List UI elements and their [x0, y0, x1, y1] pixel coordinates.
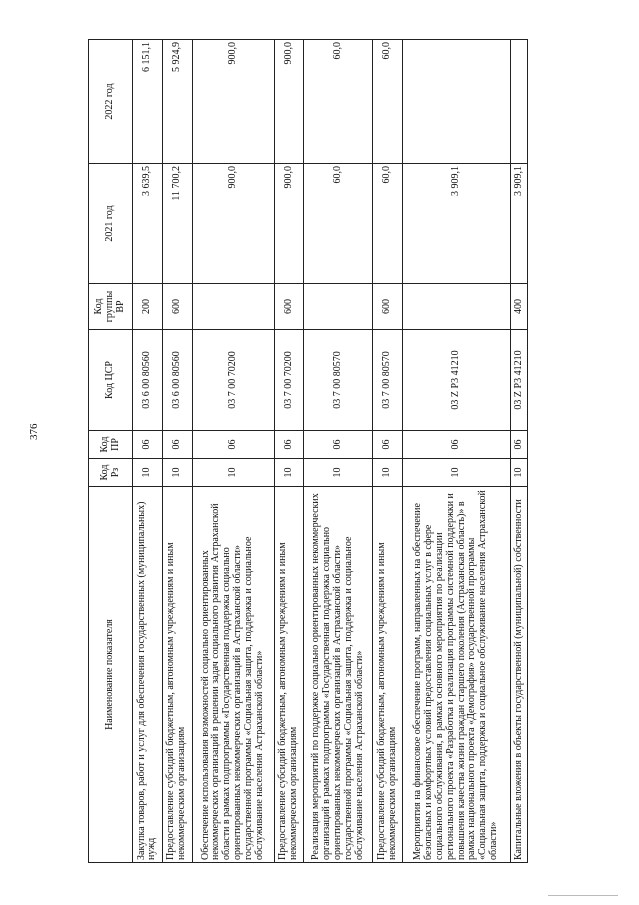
- row-code-rz: 10: [373, 459, 403, 487]
- row-code-csr: 03 6 00 80560: [133, 330, 163, 431]
- row-code-vr: 600: [274, 284, 304, 330]
- row-value-2021: 900,0: [192, 164, 274, 284]
- header-year-2022: 2022 год: [89, 40, 133, 164]
- row-value-2022: 60,0: [373, 40, 403, 164]
- row-value-2021: 3 909,1: [403, 164, 511, 284]
- row-code-pr: 06: [304, 431, 373, 459]
- row-code-pr: 06: [373, 431, 403, 459]
- header-code-pr: Код ПР: [89, 431, 133, 459]
- row-name: Капитальные вложения в объекты государственной (муниципальной) собственности: [511, 487, 528, 863]
- header-code-vr: Код группы ВР: [89, 284, 133, 330]
- row-name: Предоставление субсидий бюджетным, автономным учреждениям и иным некоммерческим организациям: [274, 487, 304, 863]
- row-value-2022: [511, 40, 528, 164]
- row-code-vr: 400: [511, 284, 528, 330]
- row-code-vr: 600: [162, 284, 192, 330]
- row-code-pr: 06: [511, 431, 528, 459]
- row-code-csr: 03 Z P3 41210: [511, 330, 528, 431]
- header-indicator-name: Наименование показателя: [89, 487, 133, 863]
- table-row: [192, 40, 274, 863]
- row-value-2022: 5 924,9: [162, 40, 192, 164]
- row-code-vr: [192, 284, 274, 330]
- row-code-rz: 10: [162, 459, 192, 487]
- row-code-pr: 06: [133, 431, 163, 459]
- row-code-vr: 600: [373, 284, 403, 330]
- row-code-vr: [304, 284, 373, 330]
- table-row: [403, 40, 511, 863]
- header-year-2021: 2021 год: [89, 164, 133, 284]
- row-code-rz: 10: [274, 459, 304, 487]
- table-row: [274, 40, 304, 863]
- row-code-csr: 03 Z P3 41210: [403, 330, 511, 431]
- row-name: Мероприятия на финансовое обеспечение программ, направленных на обеспечение безопасных и комфортных условий предоставления социальных услуг в сфере социального обслуживания, в рамках основного мероприятия по реализации регионального проекта «Разработка и реализация программы системной поддержки и повышения качества жизни граждан старшего поколения (Астраханская область)» в рамках национального проекта «Демография» государственной программы «Социальная защита, поддержка и социальное обслуживание населения Астраханской области»: [403, 487, 511, 863]
- table-row: [133, 40, 163, 863]
- page-number: 376: [28, 423, 40, 440]
- row-name: Предоставление субсидий бюджетным, автономным учреждениям и иным некоммерческим организациям: [162, 487, 192, 863]
- row-code-csr: 03 7 00 80570: [373, 330, 403, 431]
- row-value-2021: 60,0: [373, 164, 403, 284]
- row-value-2021: 3 909,1: [511, 164, 528, 284]
- budget-table: [88, 39, 528, 863]
- row-value-2022: 900,0: [192, 40, 274, 164]
- row-code-csr: 03 7 00 70200: [192, 330, 274, 431]
- row-code-rz: 10: [511, 459, 528, 487]
- header-code-rz: Код Рз: [89, 459, 133, 487]
- row-code-vr: [403, 284, 511, 330]
- table-header-row: [89, 40, 133, 863]
- row-name: Реализация мероприятий по поддержке социально ориентированных некоммерческих организаций в рамках подпрограммы «Государственная поддержка социально ориентированных некоммерческих организаций в Астраханской области» государственной программы «Социальная защита, поддержка и социальное обслуживание населения Астраханской области»: [304, 487, 373, 863]
- row-name: Обеспечение использования возможностей социально ориентированных некоммерческих организаций в решении задач социального развития Астраханской области в рамках подпрограммы «Государственная поддержка социально ориентированных некоммерческих организаций в Астраханской области» государственной программы «Социальная защита, поддержка и социальное обслуживание населения Астраханской области»: [192, 487, 274, 863]
- row-code-rz: 10: [403, 459, 511, 487]
- row-value-2021: 11 700,2: [162, 164, 192, 284]
- row-code-rz: 10: [133, 459, 163, 487]
- row-value-2022: 900,0: [274, 40, 304, 164]
- row-name: Предоставление субсидий бюджетным, автономным учреждениям и иным некоммерческим организациям: [373, 487, 403, 863]
- row-code-pr: 06: [274, 431, 304, 459]
- row-code-pr: 06: [192, 431, 274, 459]
- row-code-rz: 10: [192, 459, 274, 487]
- row-code-pr: 06: [403, 431, 511, 459]
- row-value-2021: 3 639,5: [133, 164, 163, 284]
- table-row: [162, 40, 192, 863]
- rotated-table-wrapper: [88, 40, 528, 863]
- row-code-vr: 200: [133, 284, 163, 330]
- row-value-2022: 60,0: [304, 40, 373, 164]
- row-code-rz: 10: [304, 459, 373, 487]
- row-code-csr: 03 7 00 70200: [274, 330, 304, 431]
- row-value-2022: [403, 40, 511, 164]
- row-code-pr: 06: [162, 431, 192, 459]
- scan-edge-line: [548, 895, 618, 896]
- table-row: [373, 40, 403, 863]
- table-row: [304, 40, 373, 863]
- row-code-csr: 03 7 00 80570: [304, 330, 373, 431]
- row-code-csr: 03 6 00 80560: [162, 330, 192, 431]
- table-row: [511, 40, 528, 863]
- row-value-2022: 6 151,1: [133, 40, 163, 164]
- header-code-csr: Код ЦСР: [89, 330, 133, 431]
- row-value-2021: 60,0: [304, 164, 373, 284]
- row-name: Закупка товаров, работ и услуг для обеспечения государственных (муниципальных) нужд: [133, 487, 163, 863]
- row-value-2021: 900,0: [274, 164, 304, 284]
